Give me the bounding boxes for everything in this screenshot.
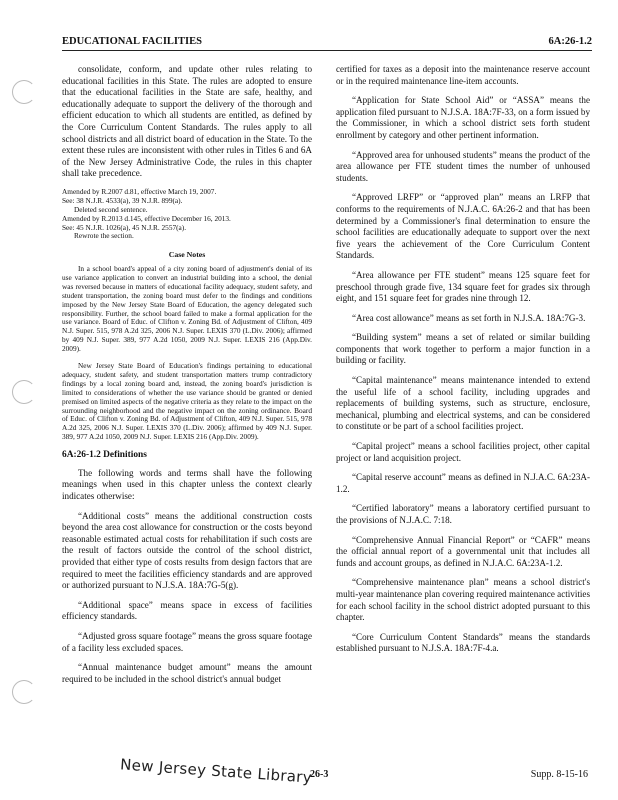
page-number: 26-3 bbox=[310, 769, 329, 780]
punch-hole-mark bbox=[12, 80, 36, 104]
definition-paragraph: “Approved LRFP” or “approved plan” means an LRFP that conforms to the requirements of N.J.A.C. 6A:26-2 and that has been determined by a Commissioner's final determination to ensure the school facilities are educationally adequate to support over the next five years the achievement of the Core Curriculum Content Standards. bbox=[336, 192, 590, 261]
definition-paragraph: “Core Curriculum Content Standards” means the standards established pursuant to N.J.S.A. 18A:7F-4.a. bbox=[336, 631, 590, 654]
amendment-line: Deleted second sentence. bbox=[74, 204, 148, 214]
punch-hole-mark bbox=[12, 380, 36, 404]
amendment-line: See: 45 N.J.R. 1026(a), 45 N.J.R. 2557(a). bbox=[62, 222, 187, 232]
amendment-line: Rewrote the section. bbox=[74, 231, 134, 241]
case-note: New Jersey State Board of Education's findings pertaining to educational adequacy, student safety, and student transportation matters trump contradictory findings by a local zoning board and, instead, the zoning board's jurisdiction is limited to considerations of whether the use variance should be granted or denied premised on limited aspects of the negative criteria as they relate to the impact on the surrounding neighborhood and the negative impact on the zoning ordinance. Board of Educ. of Clifton v. Zoning Bd. of Adjustment of Clifton, 409 N.J. Super. 515, 978 A.2d 325, 2006 N.J. Super. LEXIS 370 (L.Div. 2006); affirmed by 409 N.J. Super. 389, 977 A.2d 1050, 2009 N.J. Super. LEXIS 216 (App.Div. 2009). bbox=[62, 361, 312, 442]
definition-paragraph: “Certified laboratory” means a laboratory certified pursuant to the provisions of N.J.A.C. 7:18. bbox=[336, 503, 590, 525]
definition-paragraph: “Comprehensive maintenance plan” means a school district's multi-year maintenance plan covering required maintenance activities for each school facility in the school district adopted pursuant to this chapter. bbox=[336, 577, 591, 623]
intro-paragraph: consolidate, conform, and update other rules relating to educational facilities in this State. The rules are adopted to ensure that the educational facilities in the State are safe, healthy, and educationally adequate to support the delivery of the thorough and efficient education to which all students are entitled, as defined by the Core Curriculum Content Standards. The rules apply to all school districts and all district board of education in the State. To the extent these rules are inconsistent with other rules in Titles 6 and 6A of the New Jersey Administrative Code, the rules in this chapter shall take precedence. bbox=[62, 64, 312, 179]
running-header-code: 6A:26-1.2 bbox=[548, 36, 592, 47]
definition-paragraph: certified for taxes as a deposit into the maintenance reserve account or in the required maintenance line-item accounts. bbox=[336, 64, 590, 86]
definition-paragraph: “Approved area for unhoused students” means the product of the area allowance per FTE student times the number of unhoused students. bbox=[336, 149, 590, 183]
definition-paragraph: “Capital maintenance” means maintenance intended to extend the useful life of a school facility, including upgrades and replacements of building systems, such as structure, enclosure, mechanical, plumbing and electrical systems, and can be considered to constitute or be part of a school facilities project. bbox=[336, 375, 590, 432]
right-column bbox=[336, 64, 590, 663]
definition-paragraph: “Additional costs” means the additional construction costs beyond the area cost allowance for construction or the costs beyond reasonable estimated actual costs for rehabilitation if such costs are the result of factors outside the control of the school district, provided that either type of costs results from design factors that are required to meet the facilities efficiency standards and are approved or authorized pursuant to N.J.S.A. 18A:7G-5(g). bbox=[62, 510, 312, 591]
punch-hole-mark bbox=[12, 680, 36, 704]
definition-paragraph: “Additional space” means space in excess of facilities efficiency standards. bbox=[62, 599, 312, 622]
amendment-line: See: 38 N.J.R. 4533(a), 39 N.J.R. 899(a). bbox=[62, 195, 183, 205]
definition-paragraph: “Comprehensive Annual Financial Report” or “CAFR” means the official annual report of a governmental unit that includes all funds and account groups, as defined in N.J.A.C. 6A:23A-1.2. bbox=[336, 534, 590, 568]
definition-paragraph: “Adjusted gross square footage” means the gross square footage of a facility less excluded spaces. bbox=[62, 630, 312, 653]
definition-paragraph: “Annual maintenance budget amount” means the amount required to be included in the school district's annual budget bbox=[62, 662, 312, 684]
definition-paragraph: “Building system” means a set of related or similar building components that work together to perform a major function in a building or facility. bbox=[336, 332, 590, 366]
definition-paragraph: “Capital reserve account” means as defined in N.J.A.C. 6A:23A-1.2. bbox=[336, 472, 590, 494]
definition-paragraph: “Area cost allowance” means as set forth in N.J.S.A. 18A:7G-3. bbox=[352, 312, 586, 323]
definition-paragraph: The following words and terms shall have the following meanings when used in this chapter unless the context clearly indicates otherwise: bbox=[62, 467, 312, 501]
running-header-title: EDUCATIONAL FACILITIES bbox=[62, 36, 202, 47]
case-notes-title: Case Notes bbox=[168, 250, 206, 260]
page-footer bbox=[62, 755, 592, 788]
running-header bbox=[62, 34, 592, 51]
definition-paragraph: “Area allowance per FTE student” means 125 square feet for preschool through grade five, 134 square feet for grades six through eight, and 151 square feet for grades nine through 12. bbox=[336, 269, 590, 304]
amendment-line: Amended by R.2013 d.145, effective December 16, 2013. bbox=[62, 213, 231, 223]
library-stamp: New Jersey State Library bbox=[119, 755, 313, 787]
amendment-history bbox=[62, 188, 312, 241]
amendment-line: Amended by R.2007 d.81, effective March 19, 2007. bbox=[62, 186, 217, 196]
left-column bbox=[62, 64, 312, 693]
supplement-date: Supp. 8-15-16 bbox=[530, 769, 588, 780]
case-note: In a school board's appeal of a city zoning board of adjustment's denial of its use variance application to convert an industrial building into a school, the denial was reversed because in matters of educational facility adequacy, student safety, and student transportation, the zoning board must defer to the findings and conditions imposed by the New Jersey State Board of Education, the agency delegated such responsibility. Further, the school board failed to make a formal application for the use variance. Board of Educ. of Clifton v. Zoning Bd. of Adjustment of Clifton, 409 N.J. Super. 515, 978 A.2d 325, 2006 N.J. Super. LEXIS 370 (L.Div. 2006); affirmed by 409 N.J. Super. 389, 977 A.2d 1050, 2009 N.J. Super. LEXIS 216 (App.Div. 2009). bbox=[62, 263, 312, 354]
definition-paragraph: “Capital project” means a school facilities project, other capital project or land acquisition project. bbox=[336, 441, 590, 463]
section-heading: 6A:26-1.2 Definitions bbox=[62, 450, 147, 461]
definition-paragraph: “Application for State School Aid” or “ASSA” means the application filed pursuant to N.J.S.A. 18A:7F-33, on a form issued by the Commissioner, in which a school district sets forth student enrollment by category and other pertinent information. bbox=[336, 95, 590, 140]
